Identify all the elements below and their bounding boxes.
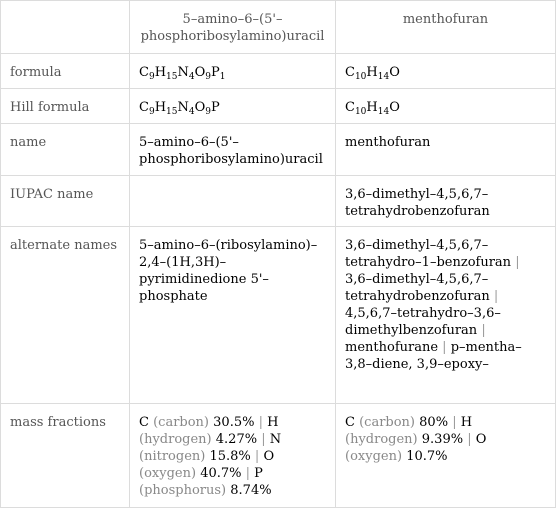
row-hill-formula [1, 89, 556, 124]
hill-formula-compound-2: $C_{10}H_{14}O$ [336, 89, 556, 124]
separator: | [442, 340, 447, 355]
row-label-mass-fractions: mass fractions [1, 404, 130, 508]
separator: | [493, 289, 499, 304]
separator: | [481, 323, 486, 338]
iupac-compound-1 [130, 176, 336, 227]
header-row [1, 1, 556, 54]
mass-fractions-compound-2: C (carbon) 80% | H (hydrogen) 9.39% | O (oxygen) 10.7% [336, 404, 556, 508]
separator: | [515, 255, 520, 270]
name-compound-1: 5–amino–6–(5'–phosphoribosylamino)uracil [130, 124, 336, 176]
header-compound-2: menthofuran [336, 1, 556, 54]
alt-names-compound-1: 5–amino–6–(ribosylamino)–2,4–(1H,3H)–pyrimidinedione 5'–phosphate [130, 227, 336, 404]
formula-compound-2: $C_{10}H_{14}O$ [336, 54, 556, 89]
iupac-compound-2: 3,6–dimethyl–4,5,6,7–tetrahydrobenzofuran [336, 176, 556, 227]
alt-name: 3,6–dimethyl–4,5,6,7–tetrahydrobenzofuran [345, 272, 490, 304]
row-alternate-names [1, 227, 556, 404]
name-compound-2: menthofuran [336, 124, 556, 176]
row-label-iupac-name: IUPAC name [1, 176, 130, 227]
alt-names-compound-2 [336, 227, 556, 404]
header-empty [1, 1, 130, 54]
hill-formula-compound-1: $C_9H_{15}N_4O_9P$ [130, 89, 336, 124]
alt-name: 4,5,6,7–tetrahydro–3,6–dimethylbenzofuran [345, 306, 501, 338]
alt-name: 3,6–dimethyl–4,5,6,7–tetrahydro–1–benzofuran [345, 238, 512, 270]
alt-name: menthofurane [345, 340, 439, 355]
formula-compound-1: $C_9H_{15}N_4O_9P_1$ [130, 54, 336, 89]
header-compound-1: 5–amino–6–(5'–phosphoribosylamino)uracil [130, 1, 336, 54]
mass-fractions-compound-1: C (carbon) 30.5% | H (hydrogen) 4.27% | N (nitrogen) 15.8% | O (oxygen) 40.7% | P (phosphorus) 8.74% [130, 404, 336, 508]
row-label-alternate-names: alternate names [1, 227, 130, 404]
row-label-formula: formula [1, 54, 130, 89]
alt-name: p–mentha–3,8–diene, 3,9–epoxy– [345, 340, 522, 372]
row-mass-fractions [1, 404, 556, 508]
row-label-name: name [1, 124, 130, 176]
row-iupac-name [1, 176, 556, 227]
row-label-hill-formula: Hill formula [1, 89, 130, 124]
row-name [1, 124, 556, 176]
row-formula [1, 54, 556, 89]
